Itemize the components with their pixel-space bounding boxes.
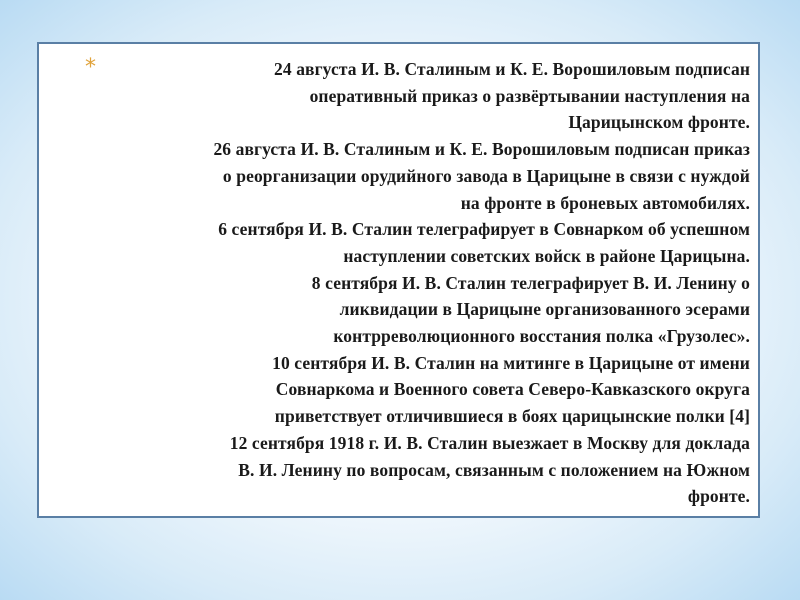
text-line: 8 сентября И. В. Сталин телеграфирует В. И. Ленину о bbox=[311, 272, 750, 293]
text-line: приветствует отличившиеся в боях царицынские полки [4] bbox=[274, 406, 750, 427]
text-line: В. И. Ленину по вопросам, связанным с положением на Южном bbox=[238, 459, 750, 480]
text-line: Царицынском фронте. bbox=[568, 112, 750, 133]
text-line: Совнаркома и Военного совета Северо-Кавказского округа bbox=[275, 379, 750, 400]
text-line: ликвидации в Царицыне организованного эсерами bbox=[339, 299, 750, 320]
text-line: 26 августа И. В. Сталиным и К. Е. Ворошиловым подписан приказ bbox=[213, 139, 750, 160]
chronology-text bbox=[68, 56, 750, 510]
text-line: о реорганизации орудийного завода в Царицыне в связи с нуждой bbox=[222, 165, 750, 186]
text-line: 12 сентября 1918 г. И. В. Сталин выезжает в Москву для доклада bbox=[229, 432, 750, 453]
text-line: 10 сентября И. В. Сталин на митинге в Царицыне от имени bbox=[272, 352, 750, 373]
text-line: оперативный приказ о развёртывании наступления на bbox=[309, 85, 750, 106]
bullet-star-icon: * bbox=[85, 55, 96, 80]
text-line: на фронте в броневых автомобилях. bbox=[460, 192, 750, 213]
text-line: 6 сентября И. В. Сталин телеграфирует в Совнарком об успешном bbox=[218, 219, 750, 240]
text-line: фронте. bbox=[687, 486, 750, 507]
text-line: наступлении советских войск в районе Царицына. bbox=[343, 245, 750, 266]
text-line: 24 августа И. В. Сталиным и К. Е. Ворошиловым подписан bbox=[274, 59, 750, 79]
text-line: контрреволюционного восстания полка «Грузолес». bbox=[333, 326, 750, 347]
